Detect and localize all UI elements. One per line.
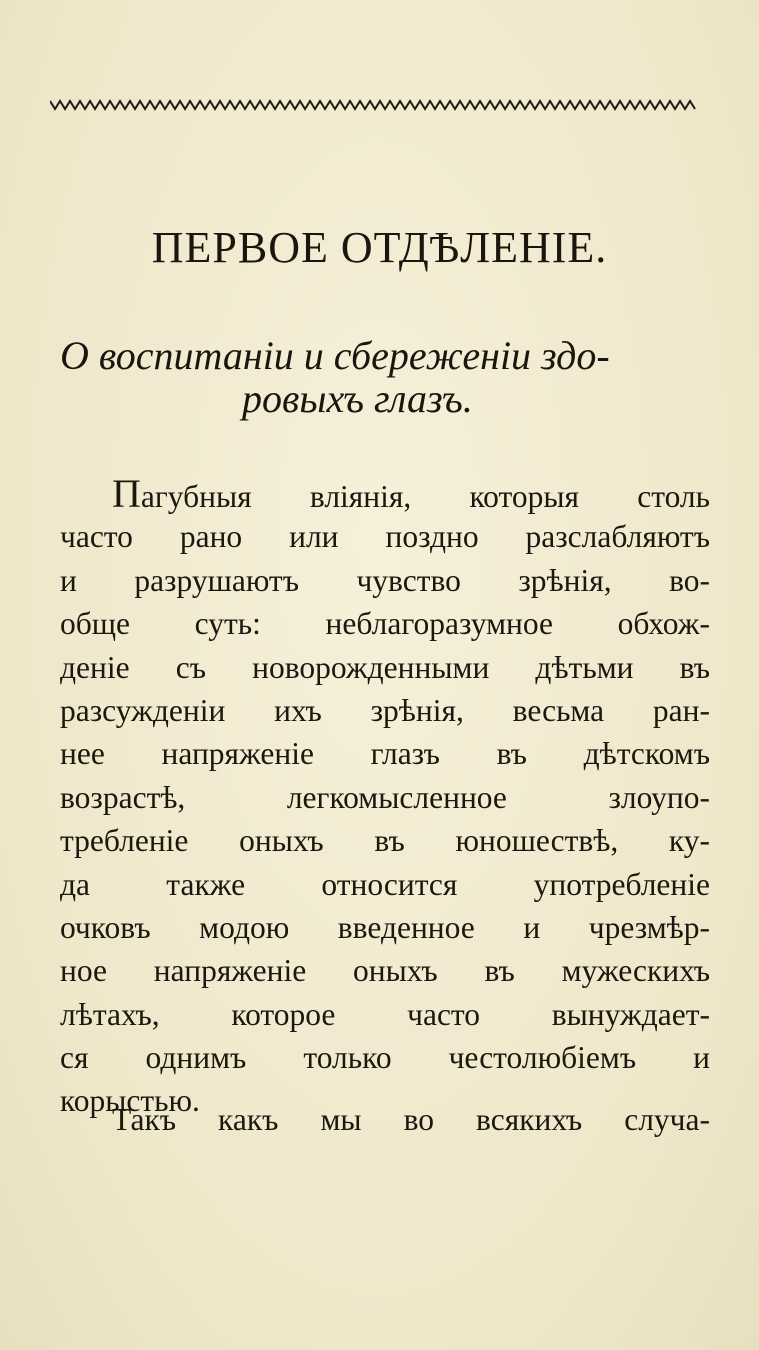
text-line: требленіе оныхъ въ юношествѣ, ку- [60, 823, 710, 859]
text-line: лѣтахъ, которое часто вынуждает- [60, 996, 710, 1032]
subtitle-line-2: ровыхъ глазъ. [242, 376, 473, 422]
first-letter: П [112, 471, 141, 516]
text-line: ся однимъ только честолюбіемъ и [60, 1040, 710, 1076]
text-line [60, 472, 710, 515]
text-line: ное напряженіе оныхъ въ мужескихъ [60, 953, 710, 989]
paragraph-2: Такъ какъ мы во всякихъ случа- [112, 1102, 710, 1137]
text-line: обще суть: неблагоразумное обхож- [60, 606, 710, 642]
text-line: корыстью. [60, 1083, 200, 1119]
text-line: очковъ модою введенное и чрезмѣр- [60, 909, 710, 945]
paragraph-1 [60, 472, 710, 1123]
text-line: нее напряженіе глазъ въ дѣтскомъ [60, 736, 710, 772]
subtitle-line-1: О воспитаніи и сбереженіи здо- [60, 333, 610, 378]
section-heading: ПЕРВОЕ ОТДѢЛЕНІЕ. [151, 223, 608, 272]
text-line-content: агубныя вліянія, которыя столь [140, 479, 710, 514]
wavy-ornament-rule [50, 96, 698, 114]
text-line: да также относится употребленіе [60, 866, 710, 902]
text-line: разсужденіи ихъ зрѣнія, весьма ран- [60, 692, 710, 728]
text-line: деніе съ новорожденными дѣтьми въ [60, 649, 710, 685]
text-line: возрастѣ, легкомысленное злоупо- [60, 779, 710, 815]
text-line: часто рано или поздно разслабляютъ [60, 519, 710, 555]
section-subtitle [60, 332, 708, 422]
text-line: и разрушаютъ чувство зрѣнія, во- [60, 562, 710, 598]
